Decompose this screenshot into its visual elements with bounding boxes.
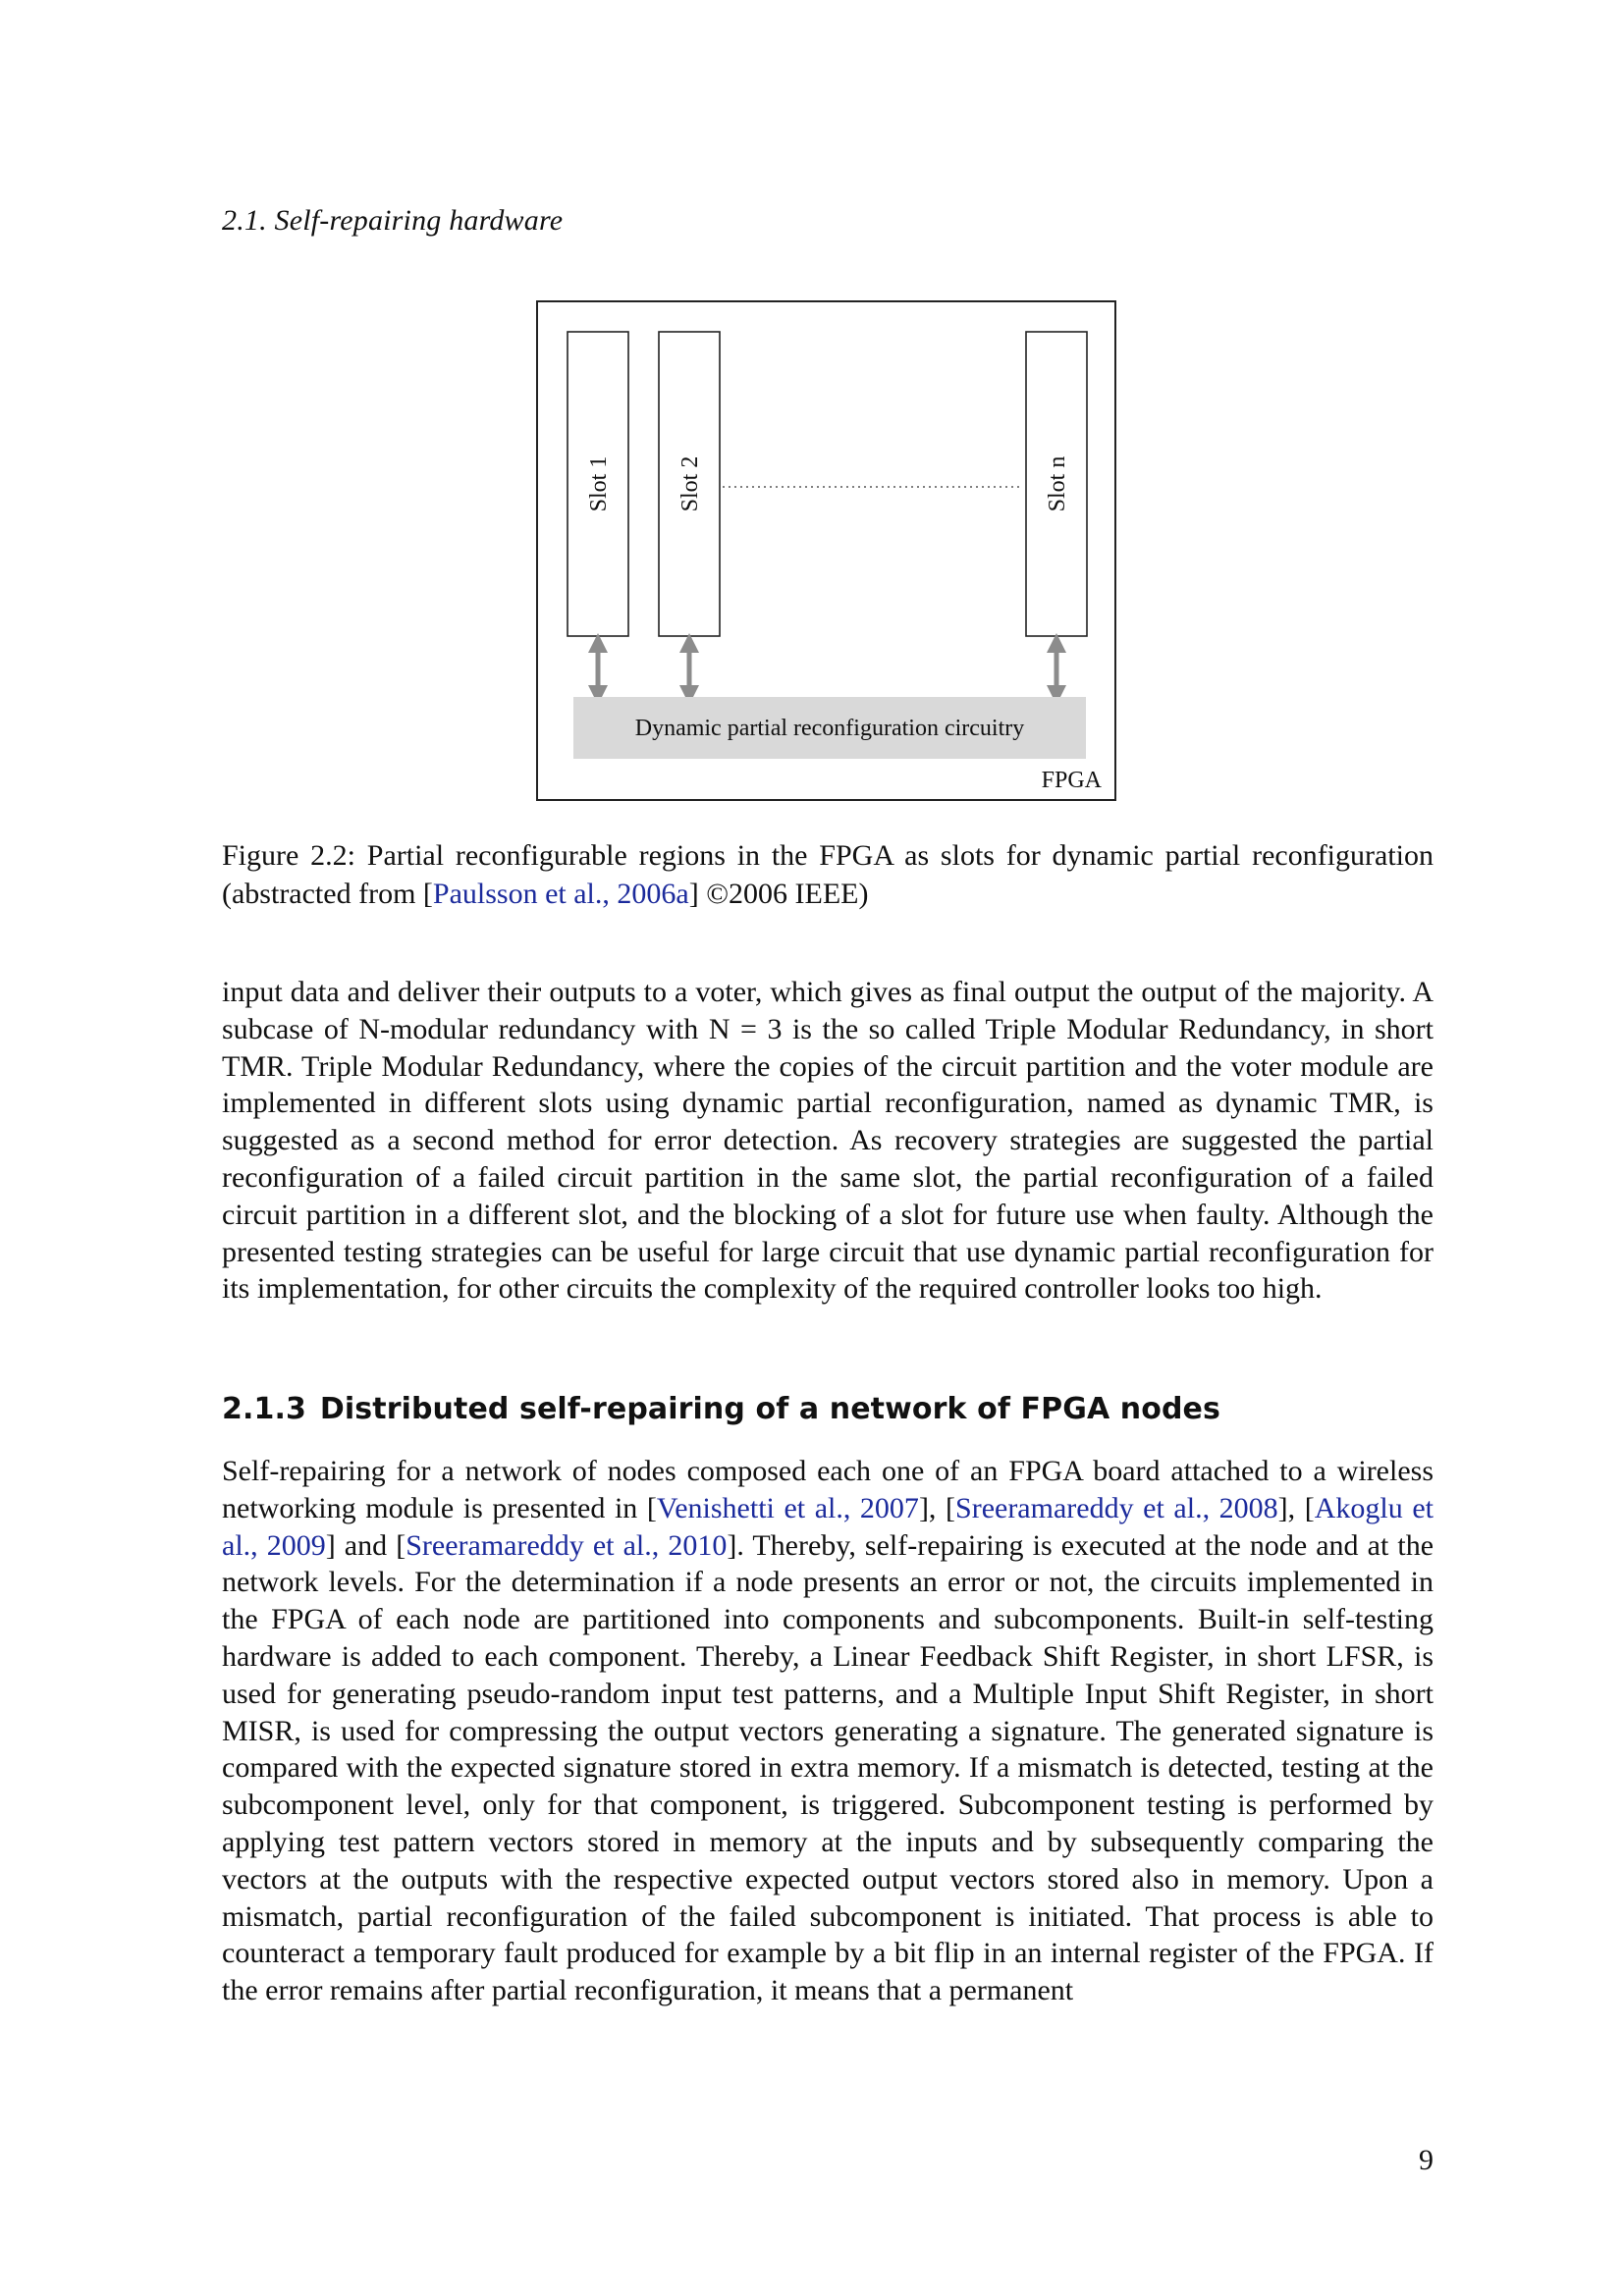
slot-n-label: Slot n (1045, 455, 1070, 512)
citation-link[interactable]: Paulsson et al., 2006a (432, 878, 689, 910)
paragraph-text: ]. Thereby, self-repairing is executed at the node and at the network levels. For the determination if a node presents an error or not, the circuits implemented in the FPGA of each node are partitioned into components and subcomponents. Built-in self-testing hardware is added to each component. Thereby, a Linear Feedback Shift Register, in short LFSR, is used for generating pseudo-random input test patterns, and a Multiple Input Shift Register, in short MISR, is used for compressing the output vectors generating a signature. The generated signature is compared with the expected signature stored in extra memory. If a mismatch is detected, testing at the subcomponent level, only for that component, is triggered. Subcomponent testing is performed by applying test pattern vectors stored in memory at the inputs and by subsequently comparing the vectors at the outputs with the respective expected output vectors stored also in memory. Upon a mismatch, partial reconfiguration of the failed subcomponent is initiated. That process is able to counteract a temporary fault produced for example by a bit flip in an internal register of the FPGA. If the error remains after partial reconfiguration, it means that a permanent (222, 1528, 1434, 2007)
fpga-label: FPGA (1041, 768, 1102, 793)
caption-text: Figure 2.2: Partial reconfigurable regions in the FPGA as slots for dynamic partial reconfiguration (abstracted from [ (222, 839, 1434, 910)
citation-link[interactable]: Akoglu et al., 2009 (222, 1491, 1434, 1562)
paragraph-text: ], [ (1277, 1491, 1315, 1524)
paragraph-text: ] and [ (325, 1528, 406, 1562)
slot-2-label: Slot 2 (677, 455, 703, 512)
reconfiguration-circuitry-label: Dynamic partial reconfiguration circuitry (634, 716, 1025, 741)
figure-fpga-slots (536, 300, 1116, 801)
section-number: 2.1.3 (222, 1392, 306, 1426)
page-number: 9 (1419, 2144, 1434, 2176)
figure-caption (222, 836, 1434, 913)
section-heading (222, 1392, 1220, 1426)
caption-text: ] ©2006 IEEE) (688, 878, 869, 910)
citation-link[interactable]: Sreeramareddy et al., 2010 (406, 1528, 728, 1562)
section-title: Distributed self-repairing of a network of FPGA nodes (319, 1392, 1220, 1426)
slot-1-label: Slot 1 (586, 455, 612, 512)
paragraph-text: Self-repairing for a network of nodes composed each one of an FPGA board attached to a wireless networking module is presented in [ (222, 1455, 1434, 1524)
paragraph-text: ], [ (918, 1491, 956, 1524)
body-paragraph (222, 1453, 1434, 2009)
running-header: 2.1. Self-repairing hardware (222, 204, 564, 237)
body-paragraph: input data and deliver their outputs to a voter, which gives as final output the output of the majority. A subcase of N-modular redundancy with N = 3 is the so called Triple Modular Redundancy, in short TMR. Triple Modular Redundancy, where the copies of the circuit partition and the voter module are implemented in different slots using dynamic partial reconfiguration, named as dynamic TMR, is suggested as a second method for error detection. As recovery strategies are suggested the partial reconfiguration of a failed circuit partition in the same slot, the partial reconfiguration of a failed circuit partition in a different slot, and the blocking of a slot for future use when faulty. Although the presented testing strategies can be useful for large circuit that use dynamic partial reconfiguration for its implementation, for other circuits the complexity of the required controller looks too high. (222, 976, 1434, 1306)
citation-link[interactable]: Venishetti et al., 2007 (656, 1491, 919, 1524)
citation-link[interactable]: Sreeramareddy et al., 2008 (955, 1491, 1278, 1524)
